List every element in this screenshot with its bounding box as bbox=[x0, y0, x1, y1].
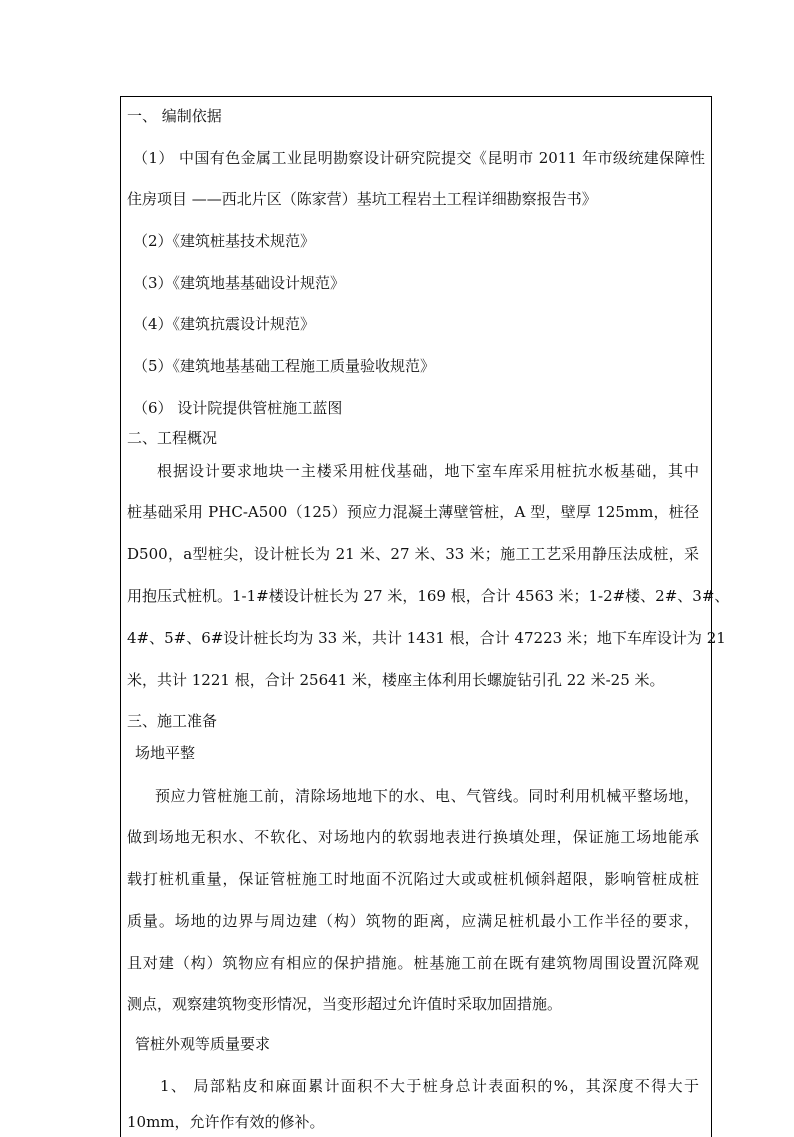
site-line-2: 做到场地无积水、不软化、对场地内的软弱地表进行换填处理，保证施工场地能承 bbox=[127, 828, 699, 846]
content-frame bbox=[120, 96, 730, 1137]
site-line-3: 载打桩机重量，保证管桩施工时地面不沉陷过大或或桩机倾斜超限，影响管桩成桩 bbox=[127, 870, 699, 888]
quality-line-1: 1、 局部粘皮和麻面累计面积不大于桩身总计表面积的%，其深度不得大于 bbox=[160, 1077, 699, 1095]
quality-line-2: 10mm，允许作有效的修补。 bbox=[127, 1113, 325, 1131]
site-line-6: 测点，观察建筑物变形情况，当变形超过允许值时采取加固措施。 bbox=[127, 995, 563, 1013]
basis-item-6: （6） 设计院提供管桩施工蓝图 bbox=[133, 399, 343, 417]
basis-item-4: （4）《建筑抗震设计规范》 bbox=[133, 315, 316, 333]
overview-line-1: 根据设计要求地块一主楼采用桩伐基础，地下室车库采用桩抗水板基础，其中 bbox=[157, 462, 699, 480]
site-subheading: 场地平整 bbox=[135, 744, 196, 762]
basis-item-1: （1） 中国有色金属工业昆明勘察设计研究院提交《昆明市 2011 年市级统建保障性 bbox=[133, 149, 705, 167]
basis-item-3: （3）《建筑地基基础设计规范》 bbox=[133, 274, 346, 292]
overview-line-2: 桩基础采用 PHC-A500（125）预应力混凝土薄壁管桩，A 型，壁厚 125mm，桩径 bbox=[127, 503, 699, 521]
site-line-4: 质量。场地的边界与周边建（构）筑物的距离，应满足桩机最小工作半径的要求， bbox=[127, 912, 699, 930]
basis-item-2: （2）《建筑桩基技术规范》 bbox=[133, 232, 316, 250]
overview-line-4: 用抱压式桩机。1-1#楼设计桩长为 27 米，169 根，合计 4563 米；1-2#楼、2#、3#、 bbox=[127, 587, 730, 605]
overview-line-6: 米，共计 1221 根，合计 25641 米，楼座主体利用长螺旋钻引孔 22 米-25 米。 bbox=[127, 671, 665, 689]
overview-line-5: 4#、5#、6#设计桩长均为 33 米，共计 1431 根，合计 47223 米；地下车库设计为 21 bbox=[127, 629, 726, 647]
section-2-heading: 二、工程概况 bbox=[127, 429, 218, 447]
site-line-1: 预应力管桩施工前，清除场地地下的水、电、气管线。同时利用机械平整场地， bbox=[155, 787, 699, 805]
section-1-heading: 一、 编制依据 bbox=[127, 107, 222, 125]
basis-item-1-cont: 住房项目 ——西北片区（陈家营）基坑工程岩土工程详细勘察报告书》 bbox=[127, 190, 597, 208]
quality-subheading: 管桩外观等质量要求 bbox=[135, 1035, 271, 1053]
section-3-heading: 三、施工准备 bbox=[127, 712, 218, 730]
overview-line-3: D500，a型桩尖，设计桩长为 21 米、27 米、33 米；施工工艺采用静压法成桩，采 bbox=[127, 545, 699, 563]
basis-item-5: （5）《建筑地基基础工程施工质量验收规范》 bbox=[133, 357, 436, 375]
site-line-5: 且对建（构）筑物应有相应的保护措施。桩基施工前在既有建筑物周围设置沉降观 bbox=[127, 954, 699, 972]
